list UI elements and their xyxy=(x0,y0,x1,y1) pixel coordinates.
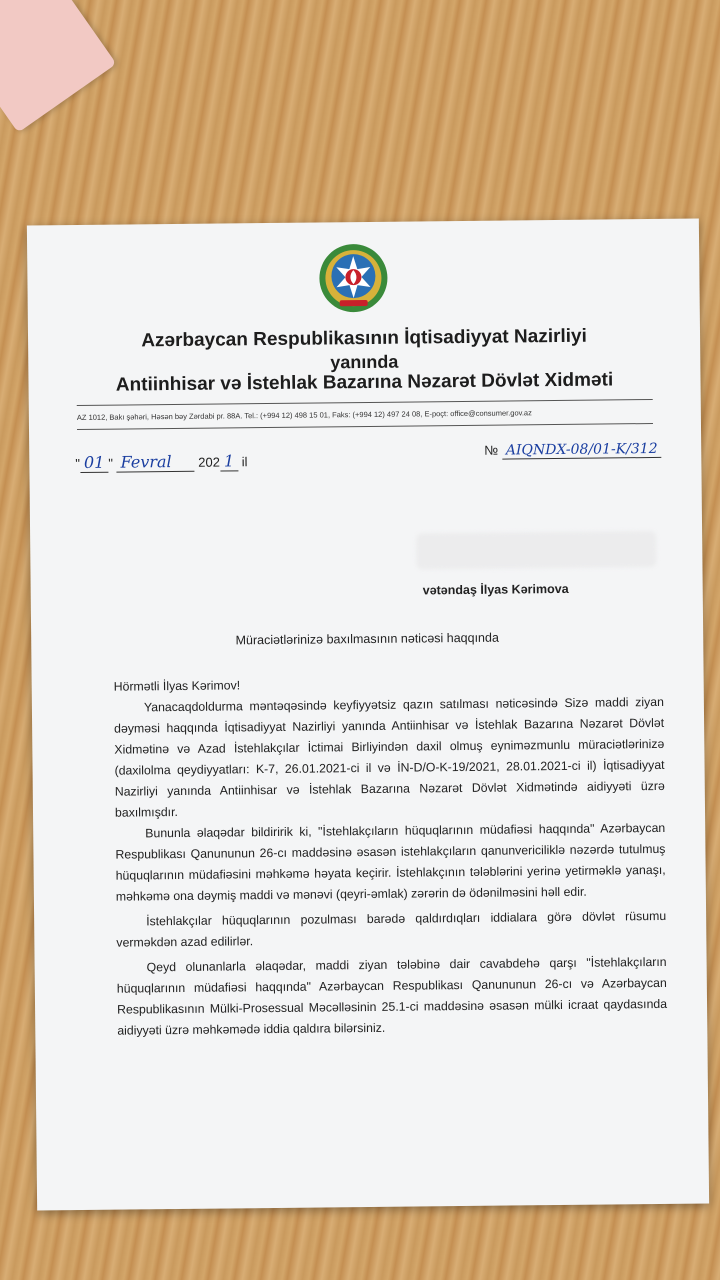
state-emblem-icon xyxy=(317,242,390,315)
sticky-note xyxy=(0,0,116,133)
org-name-line2: yanında xyxy=(330,351,399,373)
date-suffix: il xyxy=(241,454,248,470)
letter-body xyxy=(114,671,668,1042)
paragraph-4: Qeyd olunanlarla əlaqədar, maddi ziyan tələbinə dair cavabdehə qarşı "İstehlakçıların hüquqlarının müdafiəsi haqqında" Azərbaycan Respublikası Qanununun 26-cı və Azərbaycan Respublikasının Mülki-Prosessual Məcəlləsinin 25.1-ci maddəsinə əsasən mülki icraat qaydasında aidiyyəti üzrə məhkəmədə iddia qaldıra bilərsiniz. xyxy=(116,954,668,1038)
paragraph-1: Yanacaqdoldurma məntəqəsində keyfiyyətsiz qazın satılması nəticəsində Sizə maddi ziyan dəyməsi haqqında İqtisadiyyat Nazirliyi yanında Antiinhisar və İstehlak Bazarına Nəzarət Dövlət Xidmətinə və Azad İstehlakçılar İctimai Birliyindən daxil olmuş eyniməzmunlu müraciətlərinizə (daxilolma qeydiyyatları: K-7, 26.01.2021-ci il və İN-D/O-K-19/2021, 28.01.2021-ci il) İqtisadiyyat Nazirliyi yanında Antiinhisar və İstehlak Bazarına Nəzarət Dövlət Xidmətində aidiyyəti üzrə baxılmışdır. xyxy=(114,694,665,820)
redacted-address xyxy=(416,531,656,570)
letter-subject: Müraciətlərinizə baxılmasının nəticəsi haqqında xyxy=(235,630,499,648)
recipient: vətəndaş İlyas Kərimova xyxy=(422,581,569,598)
org-name-line1: Azərbaycan Respublikasının İqtisadiyyat Nazirliyi xyxy=(141,325,587,352)
greeting: Hörmətli İlyas Kərimov! xyxy=(113,678,241,694)
paragraph-3: İstehlakçılar hüquqlarının pozulması barədə qaldırdıqları iddialara görə dövlət rüsumu verməkdən azad edilirlər. xyxy=(116,908,667,950)
date-day: 01 xyxy=(80,453,109,473)
paragraph-2: Bununla əlaqədar bildiririk ki, "İstehlakçıların hüquqlarının müdafiəsi haqqında" Azərbaycan Respublikası Qanununun 26-cı maddəsinə əsasən istehlakçıların qanunvericiliklə nəzərdə tutulmuş hüquqlarının müdafiəsini məhkəmə həyata keçirir. İstehlakçının tələblərini yerinə yetirməklə yanaşı, məhkəmə ona dəymiş maddi və mənəvi (qeyri-əmlak) zərərin də ödənilməsini həll edir. xyxy=(115,820,666,904)
letter-paper xyxy=(27,219,709,1211)
number-label: № xyxy=(484,442,499,458)
org-address: AZ 1012, Bakı şəhəri, Həsən bəy Zərdabi pr. 88A. Tel.: (+994 12) 498 15 01, Faks: (+994 12) 497 24 08, E-poçt: office@consumer.gov.az xyxy=(76,408,532,423)
date-year-suffix: 1 xyxy=(220,451,238,471)
org-name-line3: Antiinhisar və İstehlak Bazarına Nəzarət Dövlət Xidməti xyxy=(115,369,614,396)
letter-date: " 01 " Fevral 202 1 il xyxy=(75,451,248,472)
header-divider-bottom xyxy=(77,423,653,430)
date-month: Fevral xyxy=(116,452,194,473)
letter-number xyxy=(484,441,662,460)
number-value: AIQNDX-08/01-K/312 xyxy=(502,441,662,460)
date-year-prefix: 202 xyxy=(198,454,220,470)
header-divider-top xyxy=(77,399,653,406)
